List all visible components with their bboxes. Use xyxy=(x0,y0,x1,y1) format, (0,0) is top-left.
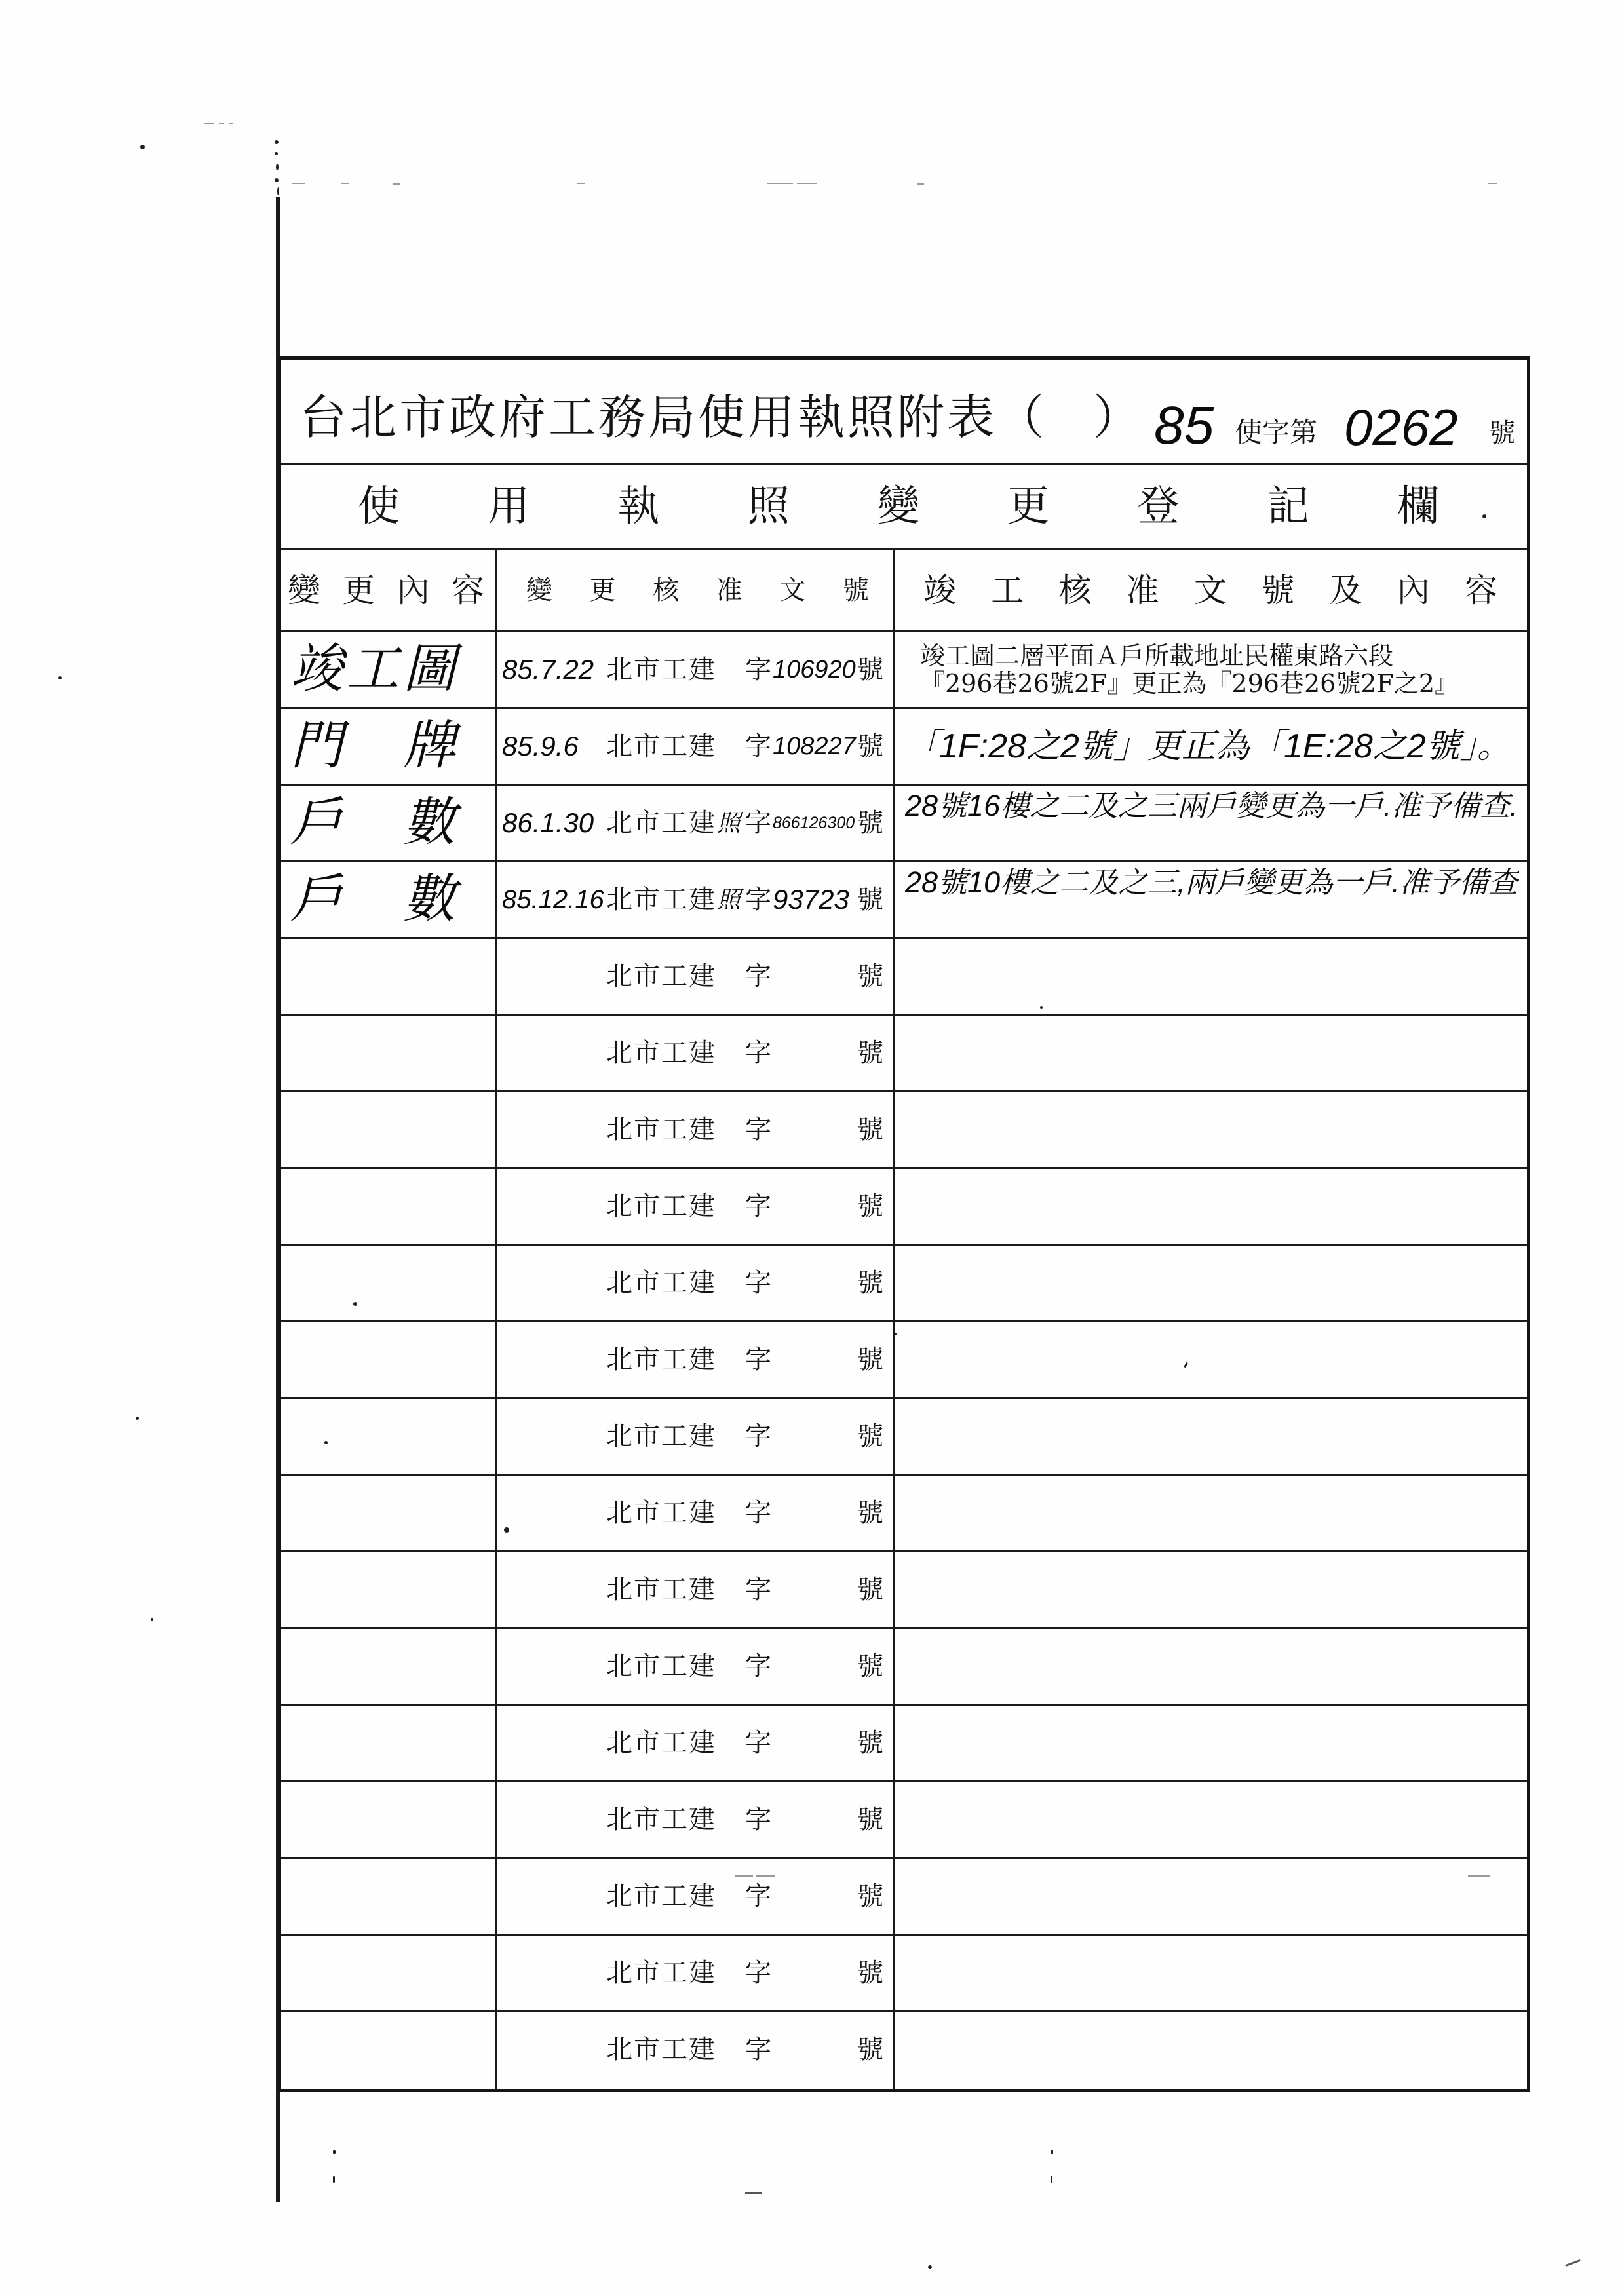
scan-speck xyxy=(58,676,62,679)
staple-mark xyxy=(275,140,279,144)
title-paren-open: （ xyxy=(997,390,1045,445)
approval-number-cell xyxy=(497,1629,895,1704)
completion-detail-cell xyxy=(895,1246,1527,1320)
approval-number-cell xyxy=(497,1859,895,1934)
approval-date: 85.9.6 xyxy=(502,731,579,761)
table-row xyxy=(281,1706,1527,1782)
office-label: 北市工建 xyxy=(606,655,716,685)
approval-number-cell xyxy=(497,2012,895,2089)
zi-label: 字 xyxy=(745,1575,771,1605)
change-content-cell xyxy=(281,1629,497,1704)
zi-label: 字 xyxy=(745,1345,771,1375)
completion-detail-note: 28號10樓之二及之三,兩戶變更為一戶.准予備查 xyxy=(905,866,1518,899)
table-row xyxy=(281,1552,1527,1629)
zi-label: 字 xyxy=(745,1421,771,1451)
change-content-cell xyxy=(281,2012,497,2089)
license-suffix: 號 xyxy=(1489,418,1515,448)
completion-detail-cell xyxy=(895,1169,1527,1244)
change-content: 戶數 xyxy=(290,870,455,928)
hao-label: 號 xyxy=(857,961,883,991)
zi-label: 字 xyxy=(745,731,771,761)
header-cell-approval-number xyxy=(497,550,895,630)
form-title: 台北市政府工務局使用執照附表 xyxy=(299,390,997,445)
change-content-cell xyxy=(281,939,497,1014)
header-approval-number: 變更核准文號 xyxy=(526,575,869,605)
office-label: 北市工建 xyxy=(606,1115,716,1145)
hao-label: 號 xyxy=(857,1191,883,1221)
zi-label: 字 xyxy=(745,1728,771,1758)
change-content-cell xyxy=(281,786,497,860)
header-change-content: 變更內容 xyxy=(288,571,484,609)
change-content-cell xyxy=(281,1552,497,1627)
change-content-cell xyxy=(281,1706,497,1780)
approval-number-cell xyxy=(497,862,895,937)
zi-label: 字 xyxy=(745,1958,771,1988)
hao-label: 號 xyxy=(857,655,883,685)
scan-speck xyxy=(229,123,233,124)
approval-number-cell xyxy=(497,1092,895,1167)
office-label: 北市工建 xyxy=(606,1038,716,1068)
scan-speck xyxy=(393,183,400,185)
zi-label: 字 xyxy=(745,885,771,915)
table-row xyxy=(281,1399,1527,1476)
license-year: 85 xyxy=(1154,396,1214,455)
scan-speck xyxy=(219,123,224,124)
staple-mark xyxy=(276,164,279,170)
office-label: 北市工建 xyxy=(606,1345,716,1375)
completion-detail-cell xyxy=(895,939,1527,1014)
completion-detail-cell xyxy=(895,709,1527,784)
header-cell-completion xyxy=(895,550,1527,630)
zi-label: 字 xyxy=(745,1115,771,1145)
scan-speck xyxy=(341,183,349,184)
completion-detail-cell xyxy=(895,1706,1527,1780)
hao-label: 號 xyxy=(857,1498,883,1528)
change-content-cell xyxy=(281,1936,497,2010)
completion-detail-cell xyxy=(895,1859,1527,1934)
table-row xyxy=(281,1782,1527,1859)
approval-number-cell xyxy=(497,632,895,707)
office-label: 北市工建 xyxy=(606,1421,716,1451)
hao-label: 號 xyxy=(857,1575,883,1605)
zi-label: 字 xyxy=(745,1881,771,1911)
table-row xyxy=(281,1476,1527,1552)
approval-number-cell xyxy=(497,709,895,784)
license-type-mark: 照 xyxy=(717,809,741,836)
change-content-cell xyxy=(281,1322,497,1397)
hao-label: 號 xyxy=(857,731,883,761)
office-label: 北市工建 xyxy=(606,1191,716,1221)
completion-detail-cell xyxy=(895,1552,1527,1627)
completion-detail-cell xyxy=(895,1016,1527,1090)
table-row xyxy=(281,1016,1527,1092)
scan-speck xyxy=(1051,2150,1053,2154)
completion-detail-cell xyxy=(895,1782,1527,1857)
approval-number-cell xyxy=(497,1706,895,1780)
hao-label: 號 xyxy=(857,2035,883,2065)
office-label: 北市工建 xyxy=(606,1575,716,1605)
change-content: 門牌 xyxy=(290,716,455,775)
scan-speck xyxy=(928,2265,932,2269)
table-row xyxy=(281,1092,1527,1169)
approval-number-cell xyxy=(497,1399,895,1474)
title-row xyxy=(281,360,1527,465)
completion-detail-cell xyxy=(895,632,1527,707)
zi-label: 字 xyxy=(745,961,771,991)
zi-label: 字 xyxy=(745,655,771,685)
table-row xyxy=(281,632,1527,709)
completion-detail-cell xyxy=(895,1936,1527,2010)
office-label: 北市工建 xyxy=(606,1268,716,1298)
approval-number-cell xyxy=(497,1936,895,2010)
hao-label: 號 xyxy=(857,1268,883,1298)
table-row xyxy=(281,1169,1527,1246)
scan-speck xyxy=(917,183,924,185)
approval-date: 85.12.16 xyxy=(502,885,604,914)
scan-speck xyxy=(204,123,214,124)
header-completion: 竣工核准文號及內容 xyxy=(923,571,1497,609)
change-content-cell xyxy=(281,1859,497,1934)
approval-number-cell xyxy=(497,1782,895,1857)
approval-number-cell xyxy=(497,1246,895,1320)
change-content-cell xyxy=(281,862,497,937)
section-title: 使用執照變更登記欄 xyxy=(358,482,1439,531)
change-content: 戶數 xyxy=(290,793,455,851)
scan-speck xyxy=(1488,183,1497,184)
scan-speck xyxy=(292,183,305,184)
hao-label: 號 xyxy=(857,1345,883,1375)
table-row xyxy=(281,862,1527,939)
scan-speck xyxy=(1051,2176,1052,2183)
completion-detail-line: 『296巷26號2F』更正為『296巷26號2F之2』 xyxy=(920,669,1460,698)
completion-detail-line: 竣工圖二層平面Ａ戶所載地址民權東路六段 xyxy=(920,641,1394,670)
approval-number-cell xyxy=(497,1322,895,1397)
completion-detail-cell xyxy=(895,786,1527,860)
zi-label: 字 xyxy=(745,1498,771,1528)
column-header-row xyxy=(281,550,1527,632)
completion-detail-note: 「1F:28之2號」更正為「1E:28之2號」。 xyxy=(905,727,1511,765)
change-content-cell xyxy=(281,1246,497,1320)
approval-number: 866126300 xyxy=(773,814,855,832)
hao-label: 號 xyxy=(857,1651,883,1681)
approval-number: 108227 xyxy=(773,733,856,760)
change-content-cell xyxy=(281,1476,497,1550)
hao-label: 號 xyxy=(857,1805,883,1835)
table-row xyxy=(281,786,1527,862)
office-label: 北市工建 xyxy=(606,1958,716,1988)
hao-label: 號 xyxy=(857,885,883,915)
zi-label: 字 xyxy=(745,1805,771,1835)
zi-label: 字 xyxy=(745,808,771,838)
scan-speck xyxy=(767,183,793,184)
table-body xyxy=(281,632,1527,2089)
completion-detail-cell xyxy=(895,1629,1527,1704)
completion-detail-cell xyxy=(895,1476,1527,1550)
office-label: 北市工建 xyxy=(606,1651,716,1681)
completion-detail-cell xyxy=(895,1322,1527,1397)
completion-detail-cell xyxy=(895,2012,1527,2089)
zi-label: 字 xyxy=(745,2035,771,2065)
approval-number: 93723 xyxy=(773,884,849,915)
change-content-cell xyxy=(281,1399,497,1474)
change-content-cell xyxy=(281,1016,497,1090)
approval-number-cell xyxy=(497,1476,895,1550)
header-cell-change-content xyxy=(281,550,497,630)
section-title-row xyxy=(281,465,1527,550)
approval-date: 86.1.30 xyxy=(502,807,594,838)
office-label: 北市工建 xyxy=(606,1805,716,1835)
scan-speck xyxy=(1565,2259,1581,2267)
approval-number: 106920 xyxy=(773,656,856,683)
change-content-cell xyxy=(281,709,497,784)
table-row xyxy=(281,709,1527,786)
office-label: 北市工建 xyxy=(606,808,716,838)
completion-detail-cell xyxy=(895,1399,1527,1474)
scan-speck xyxy=(140,145,145,149)
staple-mark xyxy=(277,187,279,195)
office-label: 北市工建 xyxy=(606,1498,716,1528)
staple-mark xyxy=(275,152,278,155)
change-content-cell xyxy=(281,1169,497,1244)
office-label: 北市工建 xyxy=(606,1881,716,1911)
office-label: 北市工建 xyxy=(606,885,716,915)
scan-speck xyxy=(333,2150,336,2154)
approval-number-cell xyxy=(497,1169,895,1244)
table-row xyxy=(281,2012,1527,2089)
license-prefix: 使字第 xyxy=(1235,416,1318,448)
table-row xyxy=(281,1629,1527,1706)
change-content-cell xyxy=(281,1092,497,1167)
scan-speck xyxy=(333,2176,335,2183)
hao-label: 號 xyxy=(857,808,883,838)
approval-number-cell xyxy=(497,939,895,1014)
completion-detail-note: 28號16樓之二及之三兩戶變更為一戶.准予備查. xyxy=(905,789,1518,822)
change-content-cell xyxy=(281,632,497,707)
approval-number-cell xyxy=(497,1552,895,1627)
hao-label: 號 xyxy=(857,1115,883,1145)
table-row xyxy=(281,1936,1527,2012)
table-row xyxy=(281,1859,1527,1936)
license-number: 0262 xyxy=(1344,398,1458,456)
approval-date: 85.7.22 xyxy=(502,654,594,685)
zi-label: 字 xyxy=(745,1191,771,1221)
zi-label: 字 xyxy=(745,1651,771,1681)
office-label: 北市工建 xyxy=(606,1728,716,1758)
staple-mark xyxy=(275,178,279,182)
change-content-cell xyxy=(281,1782,497,1857)
completion-detail-cell xyxy=(895,1092,1527,1167)
scan-speck xyxy=(136,1417,139,1420)
table-row xyxy=(281,1322,1527,1399)
scan-speck xyxy=(151,1618,153,1621)
office-label: 北市工建 xyxy=(606,961,716,991)
license-type-mark: 照 xyxy=(717,886,741,913)
license-change-table xyxy=(278,356,1530,2092)
hao-label: 號 xyxy=(857,1881,883,1911)
change-content: 竣工圖 xyxy=(290,640,455,698)
scan-speck xyxy=(797,183,817,184)
approval-number-cell xyxy=(497,786,895,860)
scan-speck xyxy=(577,183,585,184)
scan-speck xyxy=(745,2192,762,2194)
hao-label: 號 xyxy=(857,1038,883,1068)
approval-number-cell xyxy=(497,1016,895,1090)
zi-label: 字 xyxy=(745,1038,771,1068)
hao-label: 號 xyxy=(857,1421,883,1451)
completion-detail-cell xyxy=(895,862,1527,937)
table-row xyxy=(281,939,1527,1016)
hao-label: 號 xyxy=(857,1728,883,1758)
zi-label: 字 xyxy=(745,1268,771,1298)
table-row xyxy=(281,1246,1527,1322)
office-label: 北市工建 xyxy=(606,731,716,761)
title-paren-close: ） xyxy=(1093,390,1141,445)
hao-label: 號 xyxy=(857,1958,883,1988)
office-label: 北市工建 xyxy=(606,2035,716,2065)
